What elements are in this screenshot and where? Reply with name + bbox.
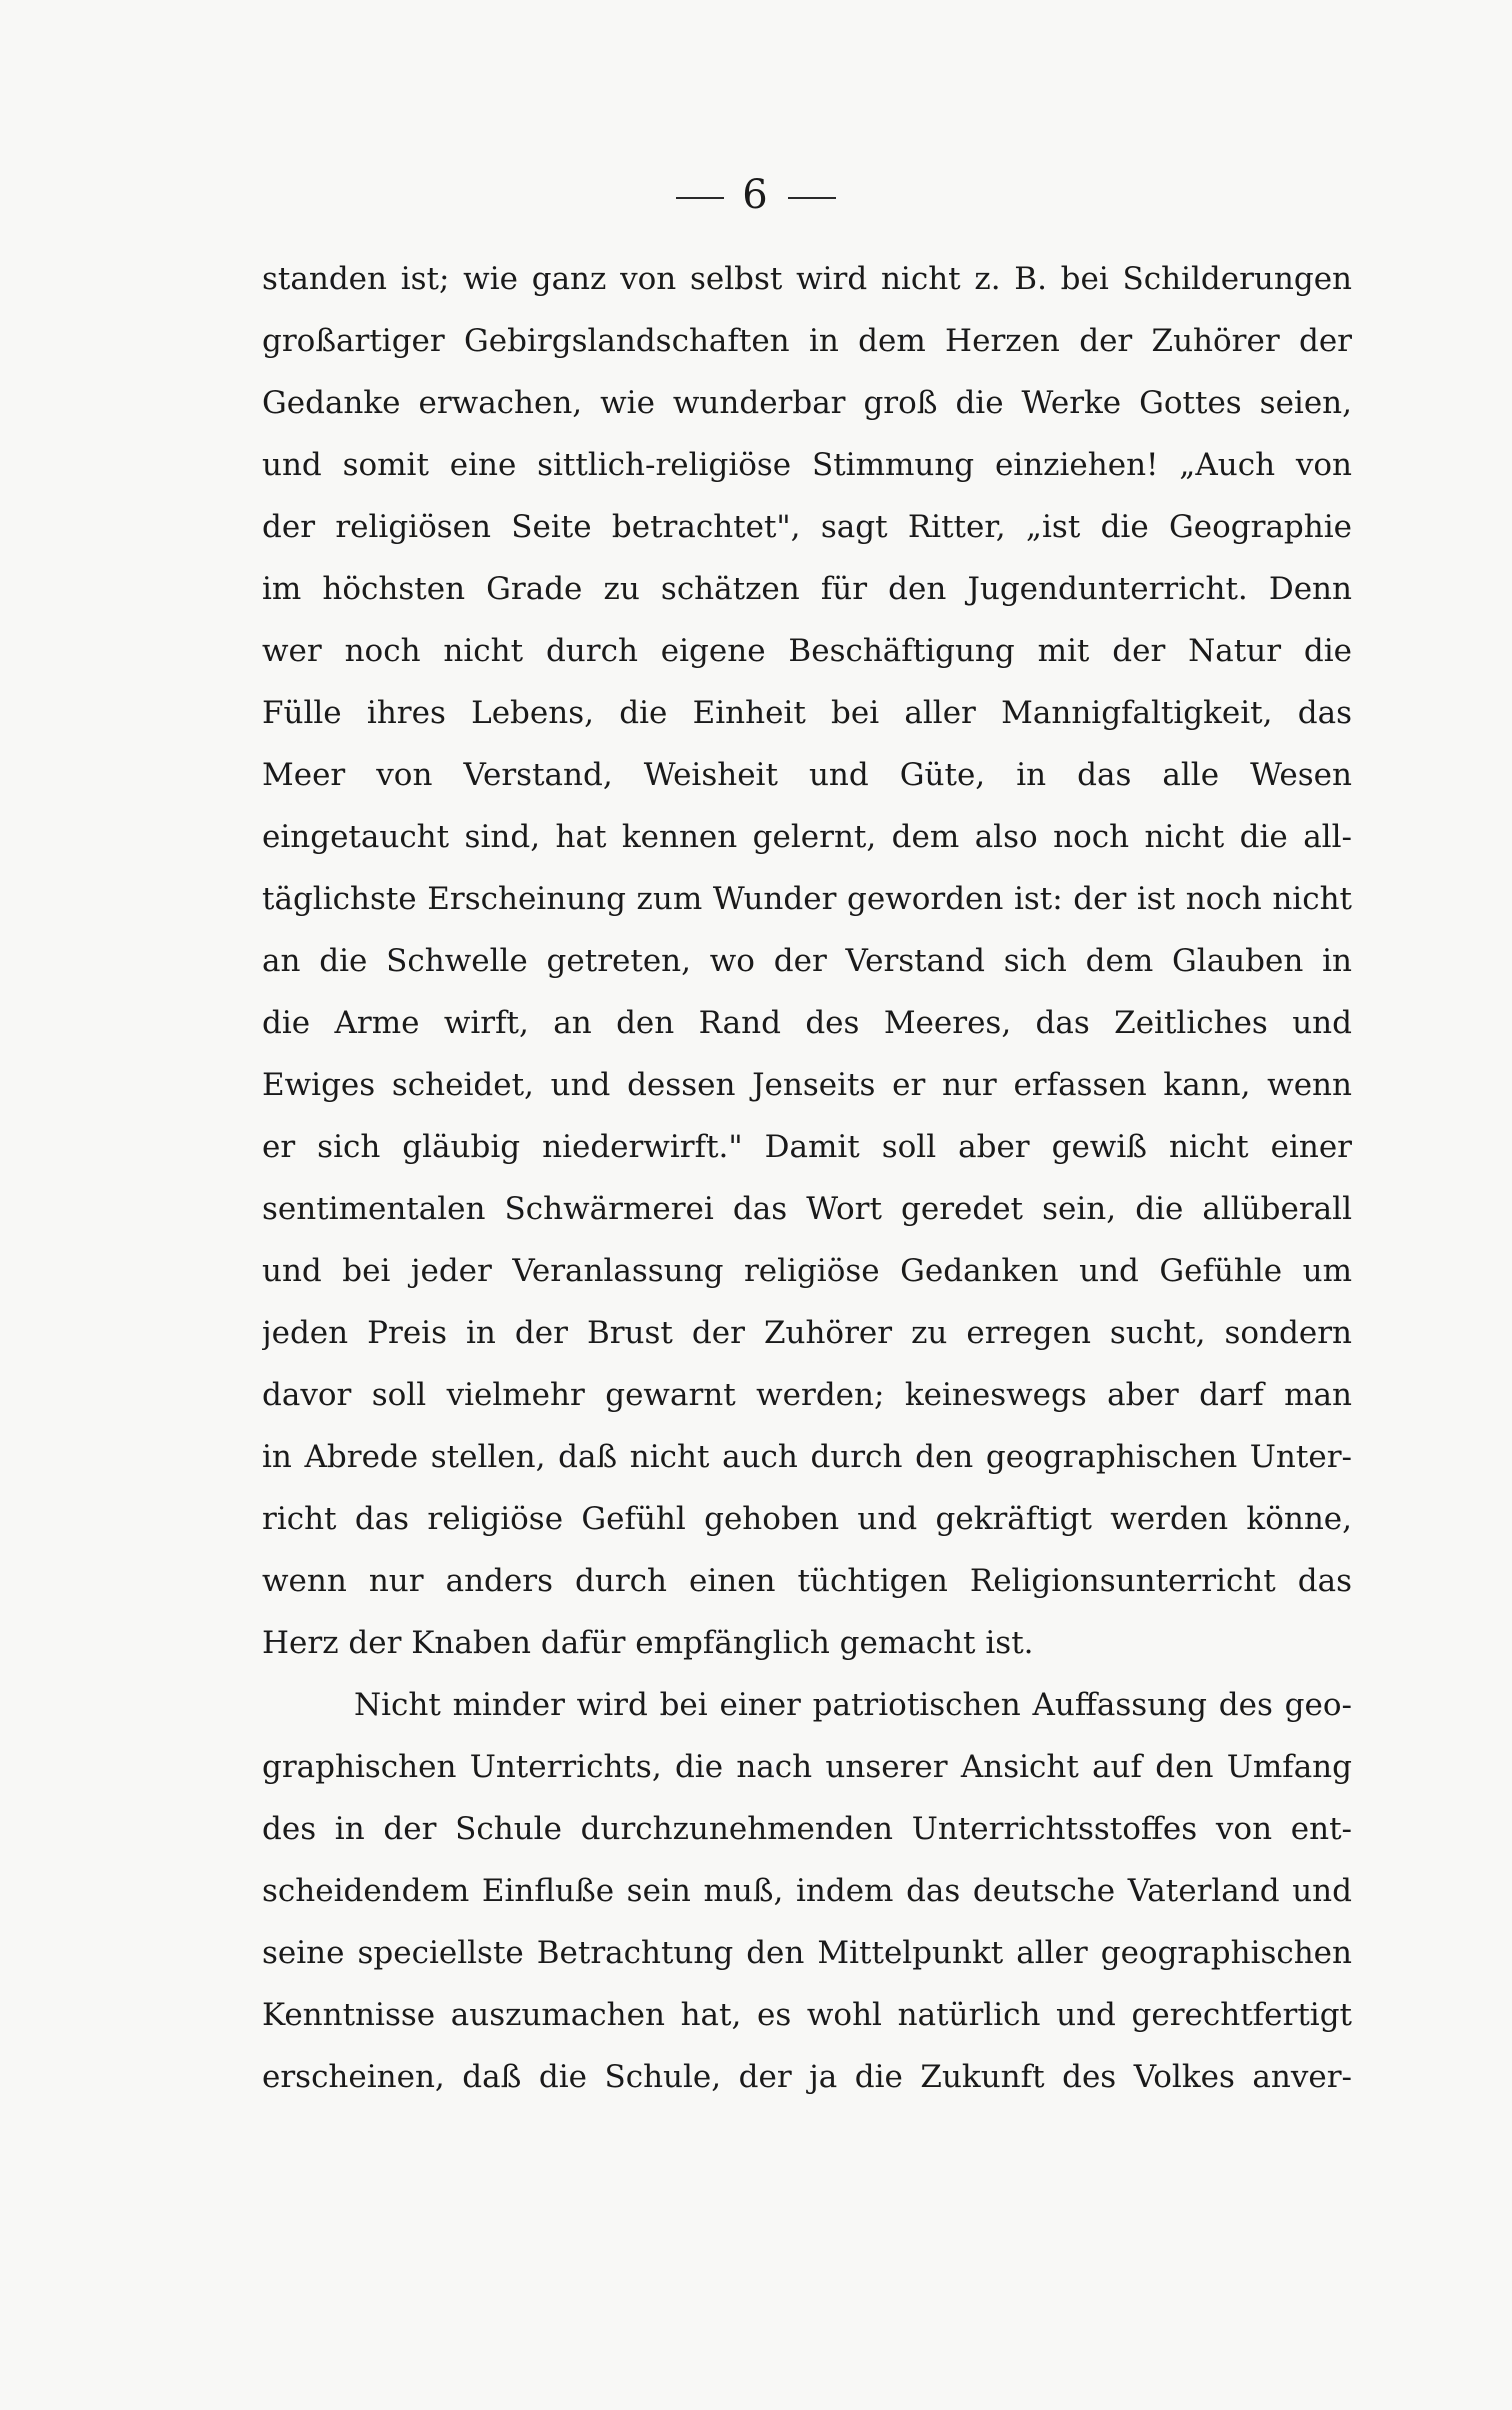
text-line: Gedanke erwachen, wie wunderbar groß die Werke Gottes seien, [262, 385, 1352, 421]
text-line: graphischen Unterrichts, die nach unserer Ansicht auf den Umfang [262, 1749, 1352, 1785]
text-line: Fülle ihres Lebens, die Einheit bei aller Mannigfaltigkeit, das [262, 695, 1352, 731]
text-line: eingetaucht sind, hat kennen gelernt, dem also noch nicht die all- [262, 819, 1352, 855]
text-line: scheidendem Einfluße sein muß, indem das deutsche Vaterland und [262, 1873, 1352, 1909]
text-line: wenn nur anders durch einen tüchtigen Religionsunterricht das [262, 1563, 1352, 1599]
text-line: davor soll vielmehr gewarnt werden; keineswegs aber darf man [262, 1377, 1352, 1413]
text-line: des in der Schule durchzunehmenden Unterrichtsstoffes von ent- [262, 1811, 1352, 1847]
page-number: 6 [742, 172, 770, 218]
text-line: an die Schwelle getreten, wo der Verstand sich dem Glauben in [262, 943, 1352, 979]
text-line-paragraph-end: Herz der Knaben dafür empfänglich gemacht ist. [262, 1625, 1034, 1661]
text-line: und bei jeder Veranlassung religiöse Gedanken und Gefühle um [262, 1253, 1352, 1289]
text-line: sentimentalen Schwärmerei das Wort geredet sein, die allüberall [262, 1191, 1352, 1227]
text-line: Ewiges scheidet, und dessen Jenseits er nur erfassen kann, wenn [262, 1067, 1352, 1103]
text-line: wer noch nicht durch eigene Beschäftigung mit der Natur die [262, 633, 1352, 669]
text-line: im höchsten Grade zu schätzen für den Jugendunterricht. Denn [262, 571, 1352, 607]
page-number-header [0, 172, 1512, 218]
text-line: jeden Preis in der Brust der Zuhörer zu erregen sucht, sondern [262, 1315, 1352, 1351]
text-line: er sich gläubig niederwirft." Damit soll aber gewiß nicht einer [262, 1129, 1352, 1165]
text-line: großartiger Gebirgslandschaften in dem Herzen der Zuhörer der [262, 323, 1352, 359]
left-dash-ornament [676, 197, 724, 199]
body-text [262, 248, 1352, 2108]
text-line: der religiösen Seite betrachtet", sagt Ritter, „ist die Geographie [262, 509, 1352, 545]
text-line: in Abrede stellen, daß nicht auch durch den geographischen Unter- [262, 1439, 1352, 1475]
text-line: und somit eine sittlich-religiöse Stimmung einziehen! „Auch von [262, 447, 1352, 483]
text-line: Meer von Verstand, Weisheit und Güte, in das alle Wesen [262, 757, 1352, 793]
text-line-paragraph-start: Nicht minder wird bei einer patriotischen Auffassung des geo- [354, 1687, 1352, 1723]
text-line: Kenntnisse auszumachen hat, es wohl natürlich und gerechtfertigt [262, 1997, 1352, 2033]
text-line: erscheinen, daß die Schule, der ja die Zukunft des Volkes anver- [262, 2059, 1352, 2095]
text-line: täglichste Erscheinung zum Wunder geworden ist: der ist noch nicht [262, 881, 1352, 917]
right-dash-ornament [788, 197, 836, 199]
text-line: seine speciellste Betrachtung den Mittelpunkt aller geographischen [262, 1935, 1352, 1971]
text-line: standen ist; wie ganz von selbst wird nicht z. B. bei Schilderungen [262, 261, 1352, 297]
text-line: die Arme wirft, an den Rand des Meeres, das Zeitliches und [262, 1005, 1352, 1041]
text-line: richt das religiöse Gefühl gehoben und gekräftigt werden könne, [262, 1501, 1352, 1537]
